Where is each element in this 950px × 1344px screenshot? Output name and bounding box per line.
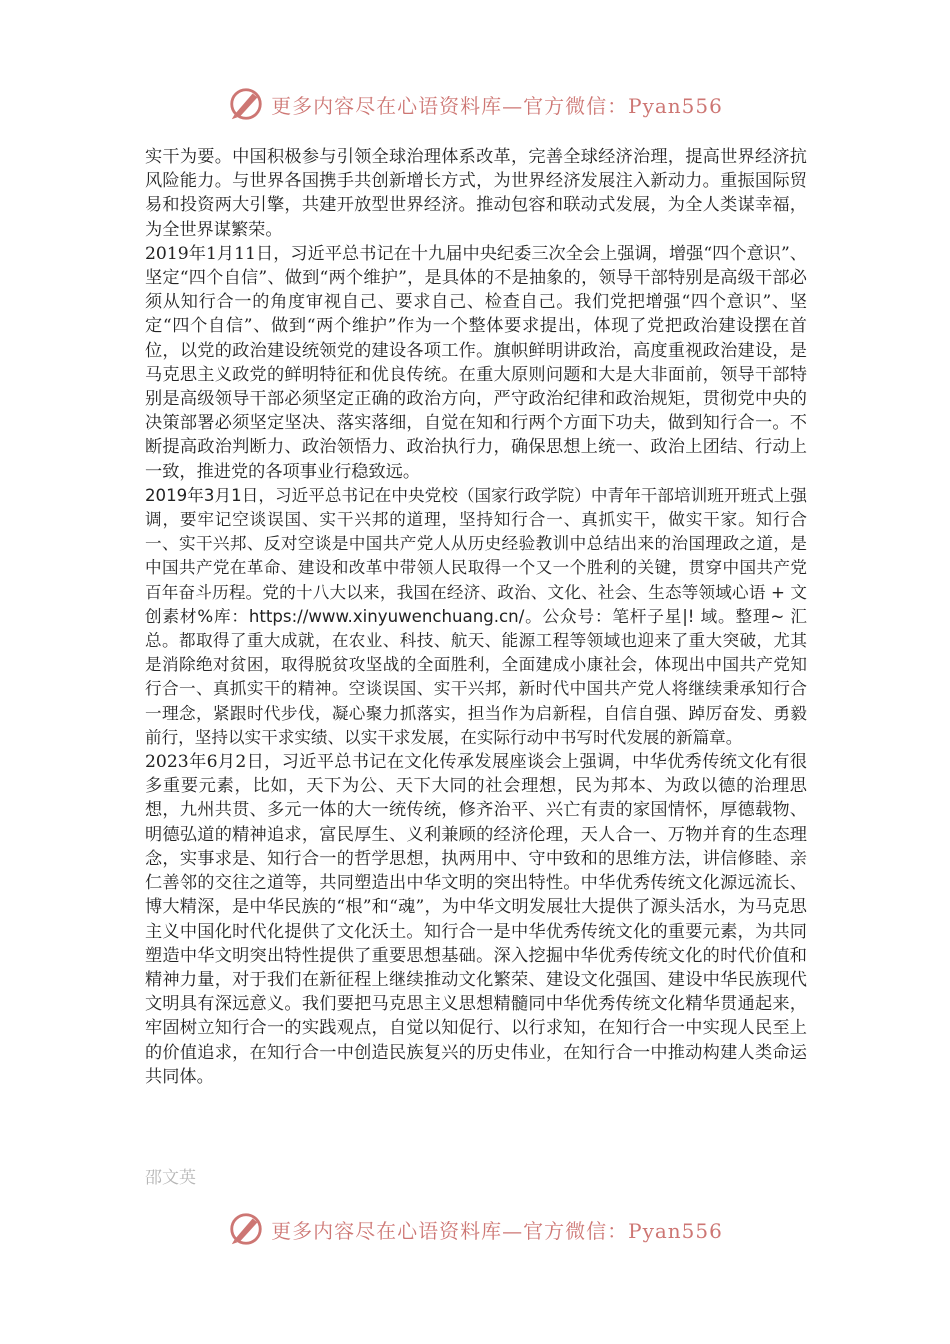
footer-watermark — [0, 1207, 950, 1251]
paragraph: 实干为要。中国积极参与引领全球治理体系改革，完善全球经济治理，提高世界经济抗风险能力。与世界各国携手共创新增长方式，为世界经济发展注入新动力。重振国际贸易和投资两大引擎，共建开放型世界经济。推动包容和联动式发展，为全人类谋幸福，为全世界谋繁荣。 — [145, 147, 807, 240]
header-watermark — [0, 82, 950, 126]
paragraph: 2019年3月1日，习近平总书记在中央党校（国家行政学院）中青年干部培训班开班式上强调，要牢记空谈误国、实干兴邦的道理，坚持知行合一、真抓实干，做实干家。知行合一、实干兴邦、反对空谈是中国共产党人从历史经验教训中总结出来的治国理政之道，是中国共产党在革命、建设和改革中带领人民取得一个又一个胜利的关键，贯穿中国共产党百年奋斗历程。党的十八大以来，我国在经济、政治、文化、社会、生态等领域心语 + 文创素材%库：https://www.xinyuwenchuang.cn/。公众号：笔杆子星|! 域。整理~ 汇总。都取得了重大成就，在农业、科技、航天、能源工程等领域也迎来了重大突破，尤其是消除绝对贫困，取得脱贫攻坚战的全面胜利，全面建成小康社会，体现出中国共产党知行合一、真抓实干的精神。空谈误国、实干兴邦，新时代中国共产党人将继续秉承知行合一理念，紧跟时代步伐，凝心聚力抓落实，担当作为启新程，自信自强、踔厉奋发、勇毅前行，坚持以实干求实绩、以实干求发展，在实际行动中书写时代发展的新篇章。 — [145, 485, 807, 747]
watermark-text: 更多内容尽在心语资料库—官方微信：Pyan556 — [271, 1218, 723, 1243]
document-body — [145, 145, 807, 1089]
author-name: 邵文英 — [145, 1168, 196, 1188]
pen-nib-logo-icon — [227, 85, 265, 123]
watermark-text: 更多内容尽在心语资料库—官方微信：Pyan556 — [271, 93, 723, 118]
paragraph: 2023年6月2日，习近平总书记在文化传承发展座谈会上强调，中华优秀传统文化有很多重要元素，比如，天下为公、天下大同的社会理想，民为邦本、为政以德的治理思想，九州共贯、多元一体的大一统传统，修齐治平、兴亡有责的家国情怀，厚德载物、明德弘道的精神追求，富民厚生、义利兼顾的经济伦理，天人合一、万物并育的生态理念，实事求是、知行合一的哲学思想，执两用中、守中致和的思维方法，讲信修睦、亲仁善邻的交往之道等，共同塑造出中华文明的突出特性。中华优秀传统文化源远流长、博大精深，是中华民族的“根”和“魂”，为中华文明发展壮大提供了源头活水，为马克思主义中国化时代化提供了文化沃土。知行合一是中华优秀传统文化的重要元素，为共同塑造中华文明突出特性提供了重要思想基础。深入挖掘中华优秀传统文化的时代价值和精神力量，对于我们在新征程上继续推动文化繁荣、建设文化强国、建设中华民族现代文明具有深远意义。我们要把马克思主义思想精髓同中华优秀传统文化精华贯通起来，牢固树立知行合一的实践观点，自觉以知促行、以行求知，在知行合一中实现人民至上的价值追求，在知行合一中创造民族复兴的历史伟业，在知行合一中推动构建人类命运共同体。 — [145, 752, 807, 1087]
paragraph: 2019年1月11日，习近平总书记在十九届中央纪委三次全会上强调，增强“四个意识”、坚定“四个自信”、做到“两个维护”，是具体的不是抽象的，领导干部特别是高级干部必须从知行合一的角度审视自己、要求自己、检查自己。我们党把增强“四个意识”、坚定“四个自信”、做到“两个维护”作为一个整体要求提出，体现了党把政治建设摆在首位，以党的政治建设统领党的建设各项工作。旗帜鲜明讲政治，高度重视政治建设，是马克思主义政党的鲜明特征和优良传统。在重大原则问题和大是大非面前，领导干部特别是高级领导干部必须坚定正确的政治方向，严守政治纪律和政治规矩，贯彻党中央的决策部署必须坚定坚决、落实落细，自觉在知和行两个方面下功夫，做到知行合一。不断提高政治判断力、政治领悟力、政治执行力，确保思想上统一、政治上团结、行动上一致，推进党的各项事业行稳致远。 — [145, 243, 807, 482]
pen-nib-logo-icon — [227, 1210, 265, 1248]
